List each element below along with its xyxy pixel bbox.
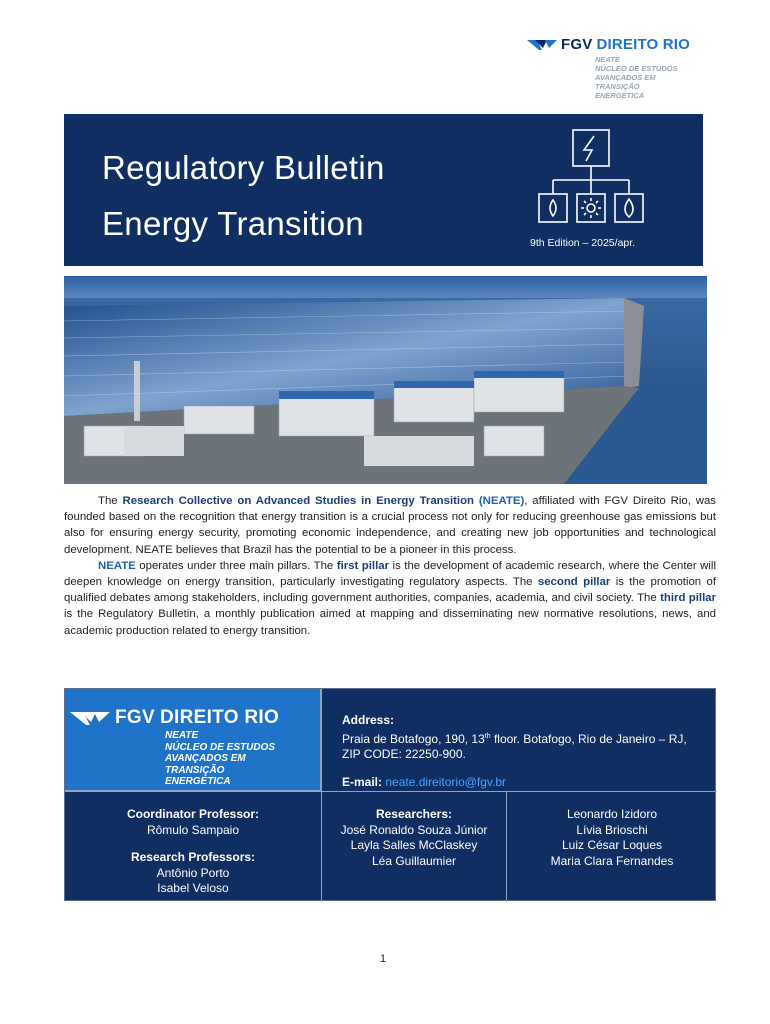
energy-transition-icon bbox=[536, 128, 646, 232]
research-professor-name: Antônio Porto bbox=[156, 865, 230, 880]
fgv-mark-icon bbox=[70, 709, 110, 727]
logo-fgv-text: FGV bbox=[115, 707, 155, 728]
researcher-name: Leonardo Izidoro bbox=[566, 807, 658, 821]
logo-sub-line: AVANÇADOS EM bbox=[165, 753, 246, 764]
fgv-logo-box bbox=[65, 689, 321, 791]
bulletin-title-line: Energy Transition bbox=[102, 205, 364, 242]
edition-label: 9th Edition – 2025/apr. bbox=[530, 237, 636, 249]
researcher-name: José Ronaldo Souza Júnior bbox=[340, 822, 488, 837]
logo-direito-rio-text: DIREITO RIO bbox=[596, 36, 691, 53]
email-link[interactable]: neate.direitorio@fgv.br bbox=[385, 775, 507, 789]
first-pillar-highlight: first pillar bbox=[336, 559, 390, 572]
text-run: operates under three main pillars. The bbox=[135, 559, 337, 572]
text-run: Praia de Botafogo, 190, 13 bbox=[342, 731, 485, 746]
coordinator-label: Coordinator Professor: bbox=[126, 807, 259, 821]
address-block bbox=[342, 713, 702, 763]
intro-paragraph-2 bbox=[64, 558, 716, 639]
research-professors-label: Research Professors: bbox=[130, 850, 256, 864]
logo-subtitle bbox=[595, 55, 717, 100]
bulletin-banner bbox=[64, 114, 703, 266]
logo-sub-line: TRANSIÇÃO bbox=[165, 764, 225, 776]
address-text bbox=[342, 732, 687, 762]
text-run: is the promotion of qualified debates among stakeholders, including government authorities, companies, academia, and civil society. The bbox=[64, 576, 717, 605]
divider bbox=[65, 791, 717, 792]
intro-text bbox=[64, 493, 716, 639]
second-pillar-highlight: second pillar bbox=[537, 576, 611, 589]
logo-sub-line: ENERGÉTICA bbox=[595, 91, 645, 100]
logo-sub-line: AVANÇADOS EM bbox=[595, 73, 656, 82]
researcher-name: Maria Clara Fernandes bbox=[550, 853, 674, 868]
fgv-mark-icon bbox=[527, 38, 557, 52]
coordinator-name: Rômulo Sampaio bbox=[146, 822, 240, 837]
contact-info-box bbox=[64, 688, 716, 901]
text-run: is the development of academic research, where the Center will deepen knowledge on energy transition, particularly investigating regulatory aspects. The bbox=[64, 559, 716, 589]
bulletin-title-line: Regulatory Bulletin bbox=[102, 149, 385, 186]
text-run: is the Regulatory Bulletin, a monthly publication aimed at mapping and disseminating new normative resolutions, news, and academic production related to energy transition. bbox=[64, 608, 716, 637]
professors-column bbox=[65, 807, 321, 897]
page-number: 1 bbox=[380, 953, 387, 965]
researcher-name: Léa Guillaumier bbox=[371, 853, 457, 868]
ordinal-suffix: th bbox=[484, 732, 491, 740]
logo-subtitle bbox=[165, 730, 275, 788]
text-run: , affiliated with FGV Direito Rio, was founded based on the recognition that energy transition is a crucial process not only for reducing greenhouse gas emissions but also for ensuring energy security, promoting economic independence, and creating new job opportunities and technological development. NEATE believes that Brazil has the potential to be a pioneer in this process. bbox=[64, 495, 716, 556]
logo-sub-line: NEATE bbox=[165, 730, 199, 741]
divider bbox=[321, 689, 322, 902]
researcher-name: Lívia Brioschi bbox=[576, 822, 648, 837]
researchers-column bbox=[322, 807, 506, 869]
third-pillar-highlight: third pillar bbox=[660, 592, 716, 605]
email-label: E-mail: bbox=[342, 775, 383, 789]
email-block bbox=[342, 775, 506, 789]
text-run: floor. Botafogo, Rio de Janeiro – RJ, ZIP CODE: 22250-900. bbox=[342, 731, 687, 761]
logo-sub-line: NEATE bbox=[595, 55, 620, 64]
neate-acronym: (NEATE) bbox=[478, 495, 525, 507]
researcher-name: Luiz César Loques bbox=[561, 838, 663, 852]
fgv-logo-header bbox=[527, 36, 717, 100]
logo-fgv-text: FGV bbox=[561, 36, 593, 53]
logo-direito-rio-text: DIREITO RIO bbox=[159, 707, 280, 728]
neate-highlight: NEATE bbox=[98, 559, 136, 572]
researchers-column-2 bbox=[507, 807, 717, 869]
address-label: Address: bbox=[342, 713, 395, 727]
researchers-label: Researchers: bbox=[375, 807, 453, 821]
research-professor-name: Isabel Veloso bbox=[157, 881, 229, 895]
intro-paragraph-1 bbox=[64, 493, 716, 558]
bulletin-title bbox=[102, 140, 385, 252]
logo-sub-line: ENERGÉTICA bbox=[165, 776, 231, 787]
text-run: The bbox=[98, 495, 123, 507]
researcher-name: Layla Salles McClaskey bbox=[350, 838, 478, 852]
logo-sub-line: NÚCLEO DE ESTUDOS bbox=[165, 741, 276, 753]
neate-full-name: Research Collective on Advanced Studies in Energy Transition bbox=[122, 495, 474, 507]
solar-farm-photo bbox=[64, 276, 707, 484]
logo-sub-line: TRANSIÇÃO bbox=[595, 82, 640, 91]
logo-sub-line: NÚCLEO DE ESTUDOS bbox=[595, 64, 678, 73]
